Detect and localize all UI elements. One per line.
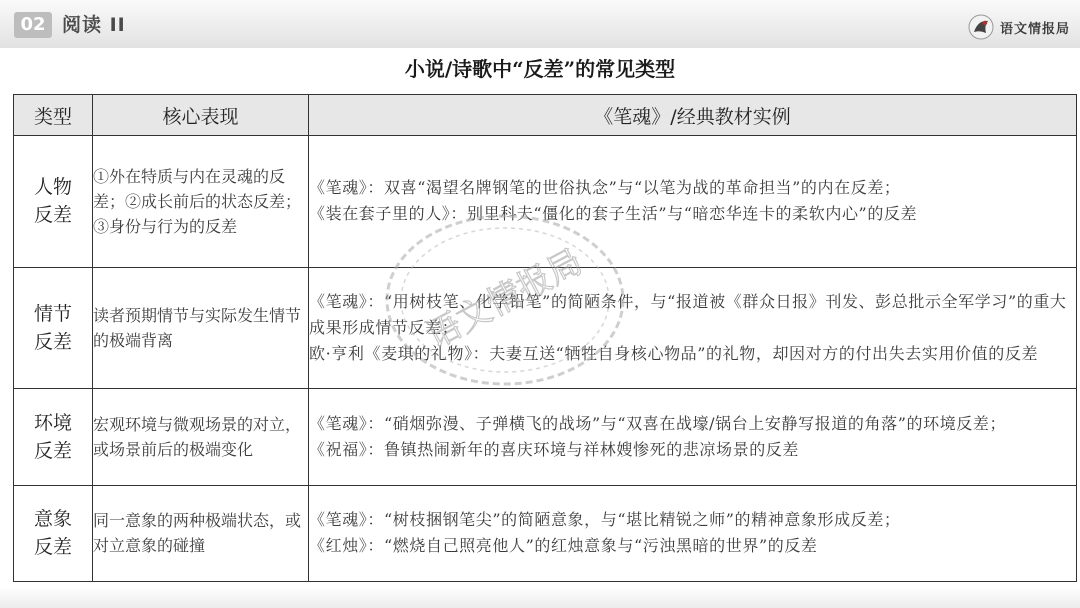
example-line: 《笔魂》：“硝烟弥漫、子弹横飞的战场”与“双喜在战壕/锅台上安静写报道的角落”的环境反差； xyxy=(309,414,1007,433)
row-type-line: 环境 xyxy=(33,412,72,434)
example-line: 《笔魂》：“用树枝笔、化学铅笔”的简陋条件，与“报道被《群众日报》刊发、彭总批示全军学习”的重大成果形成情节反差； xyxy=(309,292,1067,338)
table-header-row xyxy=(14,95,1077,136)
row-type xyxy=(14,267,93,388)
example-line: 《装在套子里的人》：别里科夫“僵化的套子生活”与“暗恋华连卡的柔软内心”的反差 xyxy=(309,204,918,224)
row-core: 同一意象的两种极端状态，或对立意象的碰撞 xyxy=(93,485,309,581)
row-type-line: 情节 xyxy=(33,303,72,326)
row-type-line: 反差 xyxy=(33,331,72,354)
section-title: 阅读 II xyxy=(62,14,126,36)
row-core: ①外在特质与内在灵魂的反差；②成长前后的状态反差；③身份与行为的反差 xyxy=(93,136,309,268)
column-header-examples: 《笔魂》/经典教材实例 xyxy=(309,95,1077,136)
header-bar xyxy=(0,0,1080,48)
table-row xyxy=(14,267,1077,388)
row-type-line: 意象 xyxy=(33,508,72,531)
example-line: 《笔魂》：“树枝捆钢笔尖”的简陋意象，与“堪比精锐之师”的精神意象形成反差； xyxy=(309,510,901,530)
brand xyxy=(966,12,1070,42)
column-header-core: 核心表现 xyxy=(93,95,309,136)
row-examples xyxy=(309,136,1077,268)
section-number: 02 xyxy=(14,12,52,38)
row-type-line: 反差 xyxy=(33,536,72,559)
row-core: 读者预期情节与实际发生情节的极端背离 xyxy=(93,267,309,388)
row-type-line: 人物 xyxy=(33,176,72,199)
document-title: 小说/诗歌中“反差”的常见类型 xyxy=(404,57,676,81)
row-type-line: 反差 xyxy=(33,204,72,227)
footer-bar xyxy=(0,586,1080,608)
brand-name: 语文情报局 xyxy=(999,21,1070,37)
row-type xyxy=(14,485,93,581)
watermark-text: 语文情报局 xyxy=(420,241,589,357)
example-line: 《红烛》：“燃烧自己照亮他人”的红烛意象与“污浊黑暗的世界”的反差 xyxy=(309,536,818,556)
row-core: 宏观环境与微观场景的对立，或场景前后的极端变化 xyxy=(93,389,309,485)
row-type xyxy=(14,136,93,268)
example-line: 欧·亨利《麦琪的礼物》：夫妻互送“牺牲自身核心物品”的礼物，却因对方的付出失去实用价值的反差 xyxy=(309,344,1039,364)
table-row xyxy=(14,389,1077,485)
row-examples xyxy=(309,267,1077,388)
row-examples xyxy=(309,485,1077,581)
example-line: 《祝福》：鲁镇热闹新年的喜庆环境与祥林嫂惨死的悲凉场景的反差 xyxy=(309,440,800,459)
brand-logo-icon xyxy=(966,12,996,42)
contrast-types-table xyxy=(13,94,1077,582)
column-header-type: 类型 xyxy=(14,95,93,136)
row-type-line: 反差 xyxy=(33,440,72,462)
table-row xyxy=(14,136,1077,268)
table-row xyxy=(14,485,1077,581)
row-type xyxy=(14,389,93,485)
row-examples xyxy=(309,389,1077,485)
example-line: 《笔魂》：双喜“渴望名牌钢笔的世俗执念”与“以笔为战的革命担当”的内在反差； xyxy=(309,178,901,198)
